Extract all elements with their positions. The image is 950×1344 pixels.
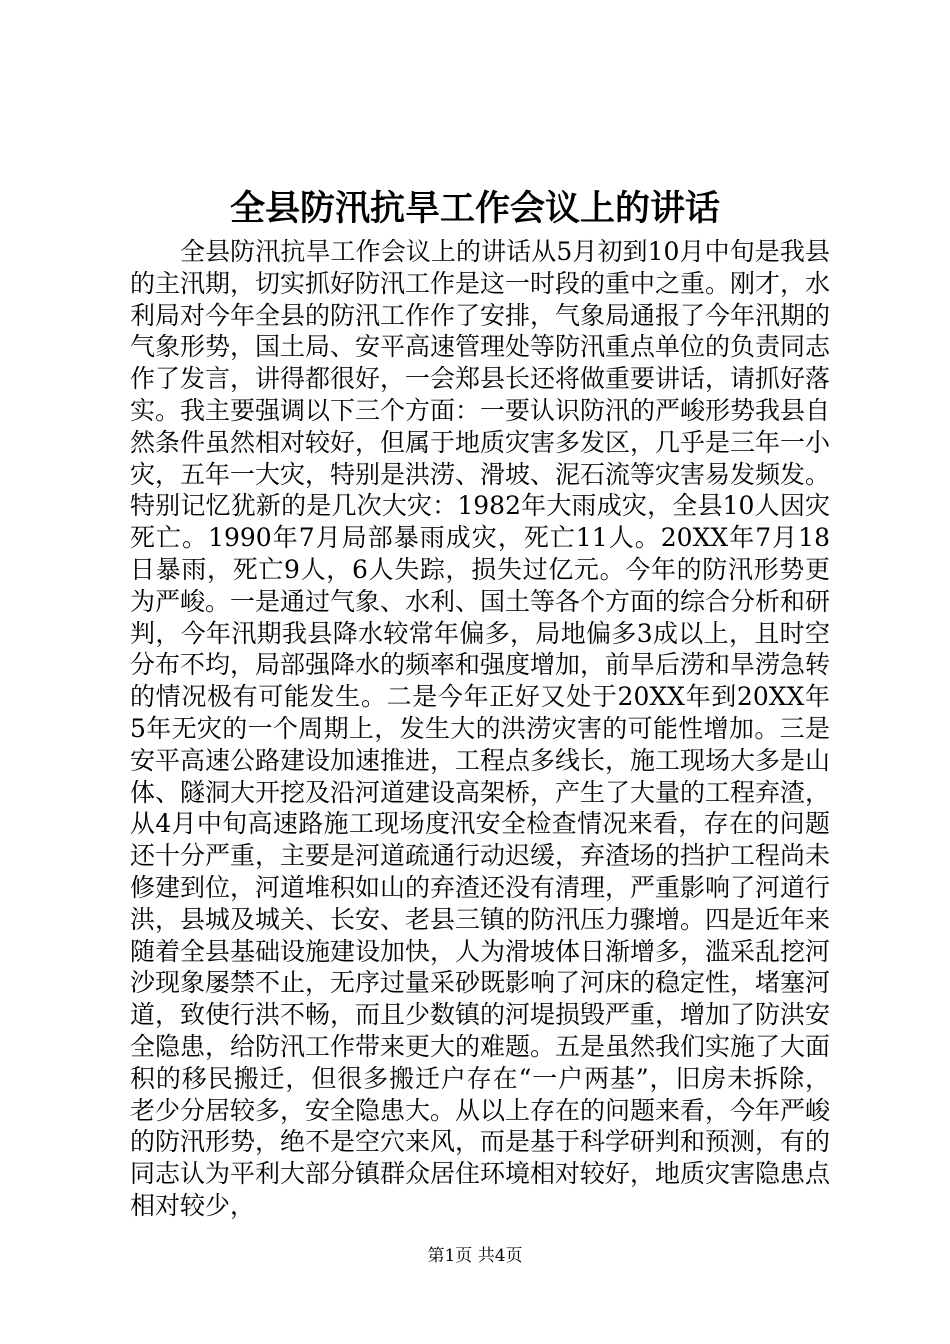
document-title: 全县防汛抗旱工作会议上的讲话 (229, 188, 720, 229)
page-footer: 第1页 共4页 (427, 1246, 523, 1266)
document-body-paragraph: 全县防汛抗旱工作会议上的讲话从5月初到10月中旬是我县的主汛期，切实抓好防汛工作是这一时段的重中之重。刚才，水利局对今年全县的防汛工作作了安排，气象局通报了今年汛期的气象形势，国土局、安平高速管理处等防汛重点单位的负责同志作了发言，讲得都很好，一会郑县长还将做重要讲话，请抓好落实。我主要强调以下三个方面：一要认识防汛的严峻形势我县自然条件虽然相对较好，但属于地质灾害多发区，几乎是三年一小灾，五年一大灾，特别是洪涝、滑坡、泥石流等灾害易发频发。特别记忆犹新的是几次大灾：1982年大雨成灾，全县10人因灾死亡。1990年7月局部暴雨成灾，死亡11人。20XX年7月18日暴雨，死亡9人，6人失踪，损失过亿元。今年的防汛形势更为严峻。一是通过气象、水利、国土等各个方面的综合分析和研判，今年汛期我县降水较常年偏多，局地偏多3成以上，且时空分布不均，局部强降水的频率和强度增加，前旱后涝和旱涝急转的情况极有可能发生。二是今年正好又处于20XX年到20XX年5年无灾的一个周期上，发生大的洪涝灾害的可能性增加。三是安平高速公路建设加速推进，工程点多线长，施工现场大多是山体、隧洞大开挖及沿河道建设高架桥，产生了大量的工程弃渣，从4月中旬高速路施工现场度汛安全检查情况来看，存在的问题还十分严重，主要是河道疏通行动迟缓，弃渣场的挡护工程尚未修建到位，河道堆积如山的弃渣还没有清理，严重影响了河道行洪，县城及城关、长安、老县三镇的防汛压力骤增。四是近年来随着全县基础设施建设加快，人为滑坡体日渐增多，滥采乱挖河沙现象屡禁不止，无序过量采砂既影响了河床的稳定性，堵塞河道，致使行洪不畅，而且少数镇的河堤损毁严重，增加了防洪安全隐患，给防汛工作带来更大的难题。五是虽然我们实施了大面积的移民搬迁，但很多搬迁户存在“一户两基”，旧房未拆除，老少分居较多，安全隐患大。从以上存在的问题来看，今年严峻的防汛形势，绝不是空穴来风，而是基于科学研判和预测，有的同志认为平利大部分镇群众居住环境相对较好，地质灾害隐患点相对较少， (130, 237, 831, 1220)
